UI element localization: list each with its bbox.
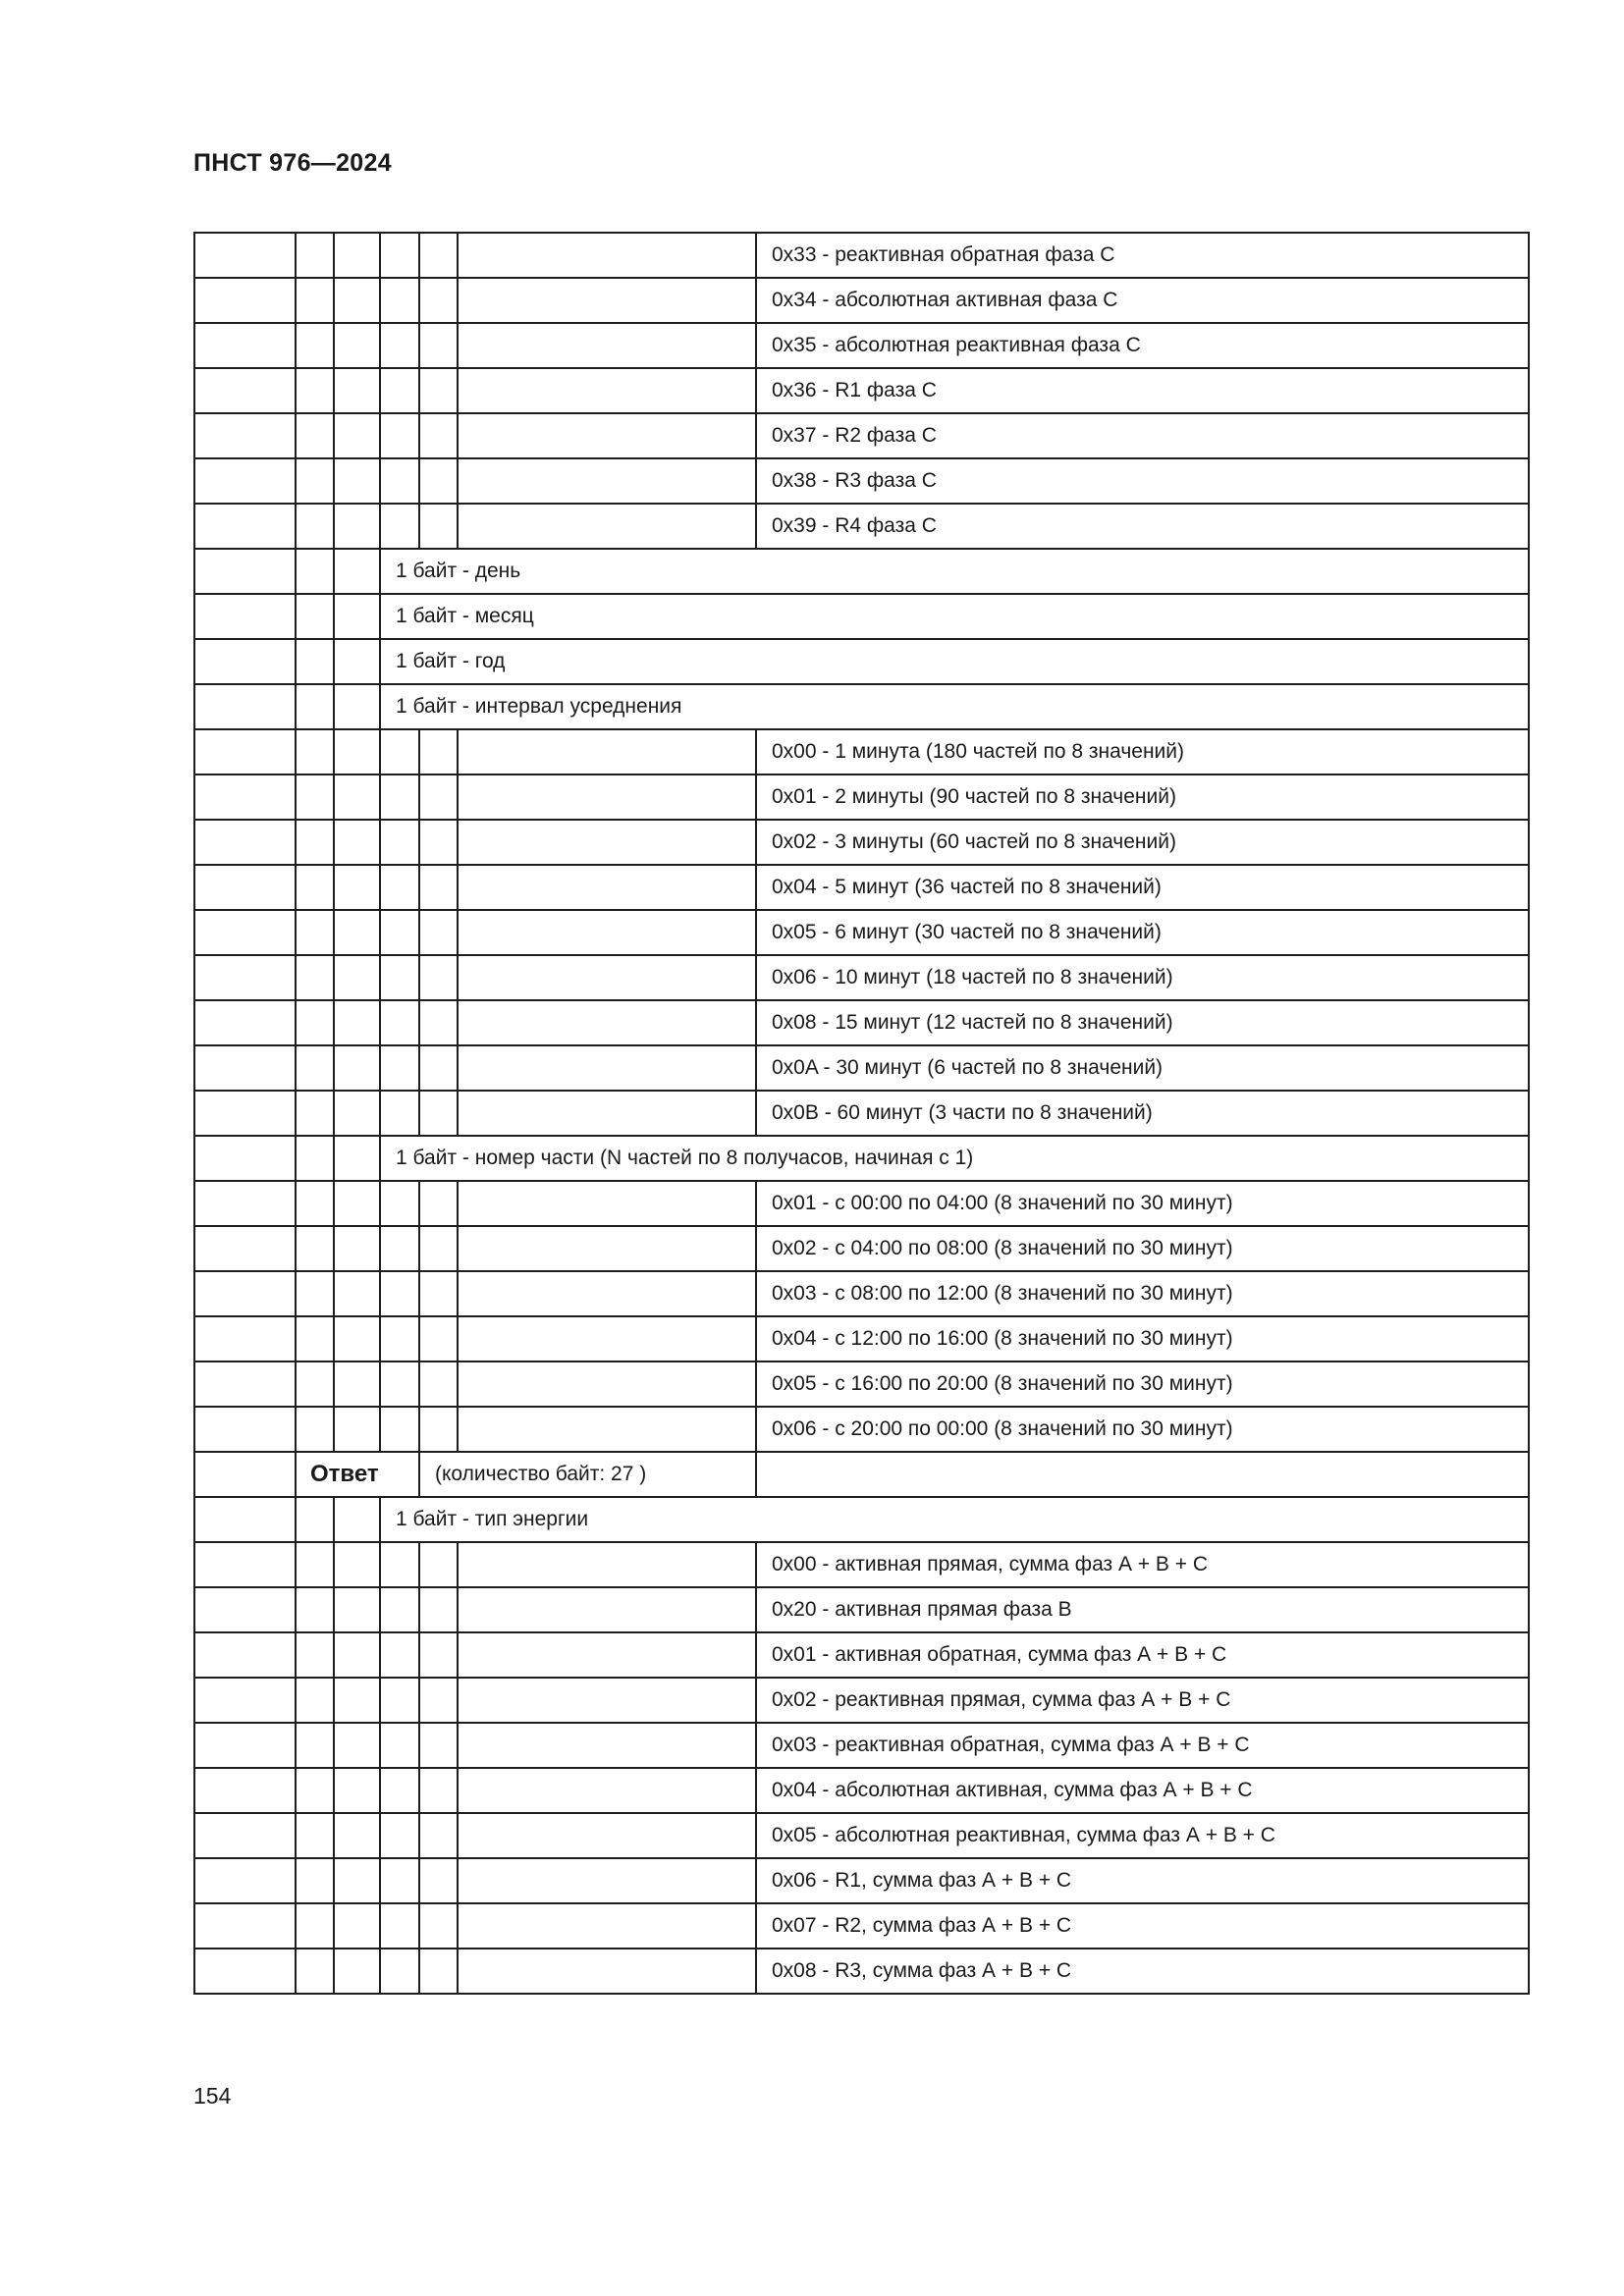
empty-cell bbox=[296, 1136, 334, 1181]
empty-cell bbox=[194, 1091, 296, 1136]
empty-cell bbox=[419, 1813, 458, 1858]
empty-cell bbox=[194, 1316, 296, 1362]
empty-cell bbox=[380, 1181, 419, 1226]
empty-cell bbox=[296, 1903, 334, 1949]
empty-cell bbox=[380, 1407, 419, 1452]
table-row bbox=[194, 1452, 1529, 1497]
empty-cell bbox=[380, 1316, 419, 1362]
empty-cell bbox=[296, 820, 334, 865]
option-value-cell: 0x20 - активная прямая фаза В bbox=[756, 1587, 1529, 1632]
empty-cell bbox=[334, 955, 380, 1000]
empty-cell bbox=[194, 1678, 296, 1723]
empty-cell bbox=[334, 1723, 380, 1768]
empty-cell bbox=[419, 1587, 458, 1632]
empty-cell bbox=[380, 1632, 419, 1678]
option-value-cell: 0x37 - R2 фаза С bbox=[756, 413, 1529, 458]
empty-cell bbox=[458, 1362, 756, 1407]
empty-cell bbox=[296, 549, 334, 594]
empty-cell bbox=[194, 549, 296, 594]
option-value-cell: 0x05 - 6 минут (30 частей по 8 значений) bbox=[756, 910, 1529, 955]
table-row bbox=[194, 1723, 1529, 1768]
option-value-cell: 0x33 - реактивная обратная фаза С bbox=[756, 233, 1529, 278]
empty-cell bbox=[296, 233, 334, 278]
empty-cell bbox=[296, 1316, 334, 1362]
empty-cell bbox=[380, 1813, 419, 1858]
empty-cell bbox=[334, 323, 380, 368]
empty-cell bbox=[194, 368, 296, 413]
empty-cell bbox=[334, 1768, 380, 1813]
empty-cell bbox=[334, 413, 380, 458]
empty-cell bbox=[419, 729, 458, 774]
empty-cell bbox=[419, 865, 458, 910]
table-row bbox=[194, 774, 1529, 820]
empty-cell bbox=[419, 323, 458, 368]
empty-cell bbox=[334, 1000, 380, 1045]
empty-cell bbox=[194, 910, 296, 955]
byte-count-cell: (количество байт: 27 ) bbox=[419, 1452, 756, 1497]
empty-cell bbox=[419, 910, 458, 955]
empty-cell bbox=[334, 1542, 380, 1587]
empty-cell bbox=[458, 413, 756, 458]
empty-cell bbox=[419, 278, 458, 323]
table-row bbox=[194, 368, 1529, 413]
empty-cell bbox=[458, 368, 756, 413]
empty-cell bbox=[458, 1723, 756, 1768]
empty-cell bbox=[194, 1000, 296, 1045]
table-row bbox=[194, 1091, 1529, 1136]
option-value-cell: 0x00 - 1 минута (180 частей по 8 значений) bbox=[756, 729, 1529, 774]
empty-cell bbox=[296, 1587, 334, 1632]
empty-cell bbox=[194, 1271, 296, 1316]
empty-cell bbox=[334, 1091, 380, 1136]
empty-cell bbox=[334, 1045, 380, 1091]
empty-cell bbox=[194, 955, 296, 1000]
option-value-cell: 0x0B - 60 минут (3 части по 8 значений) bbox=[756, 1091, 1529, 1136]
response-label-cell: Ответ bbox=[296, 1452, 419, 1497]
empty-cell bbox=[458, 910, 756, 955]
empty-cell bbox=[296, 1181, 334, 1226]
field-description-cell: 1 байт - тип энергии bbox=[380, 1497, 1529, 1542]
empty-cell bbox=[419, 1226, 458, 1271]
table-row bbox=[194, 1903, 1529, 1949]
table-row bbox=[194, 1362, 1529, 1407]
empty-cell bbox=[419, 1858, 458, 1903]
empty-cell bbox=[194, 594, 296, 639]
empty-cell bbox=[334, 684, 380, 729]
empty-cell bbox=[334, 1316, 380, 1362]
empty-cell bbox=[458, 729, 756, 774]
table-row bbox=[194, 820, 1529, 865]
option-value-cell: 0x34 - абсолютная активная фаза С bbox=[756, 278, 1529, 323]
empty-cell bbox=[296, 323, 334, 368]
empty-cell bbox=[419, 368, 458, 413]
empty-cell bbox=[458, 1271, 756, 1316]
empty-cell bbox=[458, 1181, 756, 1226]
empty-cell bbox=[296, 1632, 334, 1678]
empty-cell bbox=[458, 1587, 756, 1632]
empty-cell bbox=[296, 910, 334, 955]
empty-cell bbox=[296, 368, 334, 413]
table-row bbox=[194, 278, 1529, 323]
empty-cell bbox=[458, 1768, 756, 1813]
option-value-cell: 0x08 - R3, сумма фаз А + В + С bbox=[756, 1949, 1529, 1994]
empty-cell bbox=[380, 1000, 419, 1045]
empty-cell bbox=[334, 1587, 380, 1632]
empty-cell bbox=[458, 233, 756, 278]
empty-cell bbox=[380, 504, 419, 549]
empty-cell bbox=[296, 639, 334, 684]
empty-cell bbox=[419, 233, 458, 278]
empty-cell bbox=[419, 413, 458, 458]
empty-cell bbox=[194, 1903, 296, 1949]
empty-cell bbox=[334, 594, 380, 639]
empty-cell bbox=[194, 1452, 296, 1497]
empty-cell bbox=[380, 774, 419, 820]
empty-cell bbox=[194, 1226, 296, 1271]
empty-cell bbox=[419, 1362, 458, 1407]
option-value-cell: 0x02 - реактивная прямая, сумма фаз А + В + С bbox=[756, 1678, 1529, 1723]
empty-cell bbox=[296, 1407, 334, 1452]
option-value-cell: 0x02 - 3 минуты (60 частей по 8 значений) bbox=[756, 820, 1529, 865]
empty-cell bbox=[419, 1632, 458, 1678]
option-value-cell: 0x04 - абсолютная активная, сумма фаз А + В + С bbox=[756, 1768, 1529, 1813]
empty-cell bbox=[296, 278, 334, 323]
table-row bbox=[194, 955, 1529, 1000]
empty-cell bbox=[419, 1091, 458, 1136]
empty-cell bbox=[194, 639, 296, 684]
empty-cell bbox=[380, 323, 419, 368]
table-row bbox=[194, 729, 1529, 774]
option-value-cell: 0x39 - R4 фаза С bbox=[756, 504, 1529, 549]
empty-cell bbox=[296, 1723, 334, 1768]
empty-cell bbox=[194, 1181, 296, 1226]
empty-cell bbox=[194, 865, 296, 910]
table-row bbox=[194, 323, 1529, 368]
empty-cell bbox=[194, 1362, 296, 1407]
empty-cell bbox=[458, 1000, 756, 1045]
option-value-cell: 0x0A - 30 минут (6 частей по 8 значений) bbox=[756, 1045, 1529, 1091]
empty-cell bbox=[194, 774, 296, 820]
empty-cell bbox=[458, 1632, 756, 1678]
table-row bbox=[194, 594, 1529, 639]
option-value-cell: 0x03 - с 08:00 по 12:00 (8 значений по 30 минут) bbox=[756, 1271, 1529, 1316]
empty-cell bbox=[334, 1181, 380, 1226]
empty-cell bbox=[334, 1407, 380, 1452]
table-row bbox=[194, 1226, 1529, 1271]
empty-cell bbox=[380, 729, 419, 774]
empty-cell bbox=[380, 910, 419, 955]
option-value-cell: 0x06 - R1, сумма фаз А + В + С bbox=[756, 1858, 1529, 1903]
empty-cell bbox=[194, 1587, 296, 1632]
table-row bbox=[194, 1181, 1529, 1226]
option-value-cell: 0x07 - R2, сумма фаз А + В + С bbox=[756, 1903, 1529, 1949]
field-description-cell: 1 байт - месяц bbox=[380, 594, 1529, 639]
table-row bbox=[194, 1407, 1529, 1452]
empty-cell bbox=[380, 1362, 419, 1407]
empty-cell bbox=[419, 1723, 458, 1768]
empty-cell bbox=[419, 1316, 458, 1362]
empty-cell bbox=[380, 1858, 419, 1903]
empty-cell bbox=[419, 1045, 458, 1091]
empty-cell bbox=[419, 1181, 458, 1226]
empty-cell bbox=[296, 1949, 334, 1994]
empty-cell bbox=[334, 774, 380, 820]
empty-cell bbox=[194, 323, 296, 368]
empty-cell bbox=[334, 233, 380, 278]
empty-cell bbox=[458, 865, 756, 910]
option-value-cell: 0x36 - R1 фаза С bbox=[756, 368, 1529, 413]
empty-cell bbox=[380, 233, 419, 278]
empty-cell bbox=[458, 323, 756, 368]
empty-cell bbox=[296, 1813, 334, 1858]
table-row bbox=[194, 1000, 1529, 1045]
empty-cell bbox=[334, 1362, 380, 1407]
empty-cell bbox=[194, 729, 296, 774]
table-row bbox=[194, 1678, 1529, 1723]
empty-cell bbox=[380, 865, 419, 910]
table-row bbox=[194, 413, 1529, 458]
option-value-cell: 0x02 - с 04:00 по 08:00 (8 значений по 30 минут) bbox=[756, 1226, 1529, 1271]
table-row bbox=[194, 639, 1529, 684]
empty-cell bbox=[334, 549, 380, 594]
table-row bbox=[194, 1858, 1529, 1903]
document-header: ПНСТ 976—2024 bbox=[193, 149, 392, 177]
empty-cell bbox=[380, 1587, 419, 1632]
empty-cell bbox=[296, 1091, 334, 1136]
table-row bbox=[194, 1045, 1529, 1091]
empty-cell bbox=[334, 1497, 380, 1542]
empty-cell bbox=[458, 1091, 756, 1136]
empty-cell bbox=[419, 504, 458, 549]
empty-cell bbox=[380, 1271, 419, 1316]
empty-cell bbox=[380, 820, 419, 865]
empty-cell bbox=[194, 1497, 296, 1542]
empty-cell bbox=[334, 1226, 380, 1271]
empty-cell bbox=[458, 1903, 756, 1949]
option-value-cell: 0x04 - 5 минут (36 частей по 8 значений) bbox=[756, 865, 1529, 910]
empty-cell bbox=[419, 1949, 458, 1994]
field-description-cell: 1 байт - год bbox=[380, 639, 1529, 684]
empty-cell bbox=[458, 774, 756, 820]
empty-cell bbox=[194, 1858, 296, 1903]
empty-cell bbox=[419, 955, 458, 1000]
empty-cell bbox=[458, 1678, 756, 1723]
empty-cell bbox=[296, 729, 334, 774]
empty-cell bbox=[458, 1858, 756, 1903]
empty-cell bbox=[194, 278, 296, 323]
empty-cell bbox=[296, 865, 334, 910]
empty-cell bbox=[296, 684, 334, 729]
empty-cell bbox=[296, 1678, 334, 1723]
empty-cell bbox=[380, 1542, 419, 1587]
empty-cell bbox=[194, 1723, 296, 1768]
empty-cell bbox=[296, 1768, 334, 1813]
table-row bbox=[194, 1632, 1529, 1678]
empty-cell bbox=[194, 413, 296, 458]
empty-cell bbox=[334, 1678, 380, 1723]
empty-cell bbox=[194, 1768, 296, 1813]
option-value-cell: 0x38 - R3 фаза С bbox=[756, 458, 1529, 504]
option-value-cell: 0x35 - абсолютная реактивная фаза С bbox=[756, 323, 1529, 368]
empty-cell bbox=[194, 1542, 296, 1587]
empty-cell bbox=[296, 413, 334, 458]
empty-cell bbox=[419, 820, 458, 865]
empty-cell bbox=[194, 1045, 296, 1091]
empty-cell bbox=[334, 1813, 380, 1858]
field-description-cell: 1 байт - интервал усреднения bbox=[380, 684, 1529, 729]
empty-cell bbox=[334, 1903, 380, 1949]
table-row bbox=[194, 684, 1529, 729]
table-row bbox=[194, 910, 1529, 955]
page-number: 154 bbox=[193, 2083, 232, 2109]
empty-cell bbox=[334, 368, 380, 413]
empty-cell bbox=[296, 1362, 334, 1407]
empty-cell bbox=[296, 1000, 334, 1045]
table-row bbox=[194, 1136, 1529, 1181]
empty-cell bbox=[380, 413, 419, 458]
empty-cell bbox=[380, 1903, 419, 1949]
option-value-cell: 0x03 - реактивная обратная, сумма фаз А + В + С bbox=[756, 1723, 1529, 1768]
empty-cell bbox=[334, 639, 380, 684]
empty-cell bbox=[419, 1271, 458, 1316]
empty-cell bbox=[458, 1542, 756, 1587]
empty-cell bbox=[334, 458, 380, 504]
empty-cell bbox=[756, 1452, 1529, 1497]
table-row bbox=[194, 1271, 1529, 1316]
option-value-cell: 0x06 - с 20:00 по 00:00 (8 значений по 30 минут) bbox=[756, 1407, 1529, 1452]
table-row bbox=[194, 1497, 1529, 1542]
table-row bbox=[194, 233, 1529, 278]
empty-cell bbox=[419, 458, 458, 504]
empty-cell bbox=[419, 1000, 458, 1045]
table-row bbox=[194, 865, 1529, 910]
empty-cell bbox=[296, 955, 334, 1000]
empty-cell bbox=[334, 910, 380, 955]
empty-cell bbox=[296, 774, 334, 820]
spec-table bbox=[193, 232, 1530, 1995]
empty-cell bbox=[334, 278, 380, 323]
empty-cell bbox=[380, 1091, 419, 1136]
empty-cell bbox=[296, 504, 334, 549]
empty-cell bbox=[194, 233, 296, 278]
empty-cell bbox=[380, 278, 419, 323]
empty-cell bbox=[380, 458, 419, 504]
option-value-cell: 0x01 - с 00:00 по 04:00 (8 значений по 30 минут) bbox=[756, 1181, 1529, 1226]
option-value-cell: 0x08 - 15 минут (12 частей по 8 значений) bbox=[756, 1000, 1529, 1045]
empty-cell bbox=[194, 684, 296, 729]
empty-cell bbox=[334, 1858, 380, 1903]
empty-cell bbox=[458, 820, 756, 865]
empty-cell bbox=[296, 1542, 334, 1587]
field-description-cell: 1 байт - день bbox=[380, 549, 1529, 594]
empty-cell bbox=[458, 955, 756, 1000]
table-row bbox=[194, 1813, 1529, 1858]
empty-cell bbox=[458, 458, 756, 504]
empty-cell bbox=[296, 1497, 334, 1542]
empty-cell bbox=[458, 504, 756, 549]
table-row bbox=[194, 1542, 1529, 1587]
empty-cell bbox=[419, 1678, 458, 1723]
empty-cell bbox=[419, 774, 458, 820]
empty-cell bbox=[380, 1768, 419, 1813]
option-value-cell: 0x00 - активная прямая, сумма фаз А + В + С bbox=[756, 1542, 1529, 1587]
empty-cell bbox=[419, 1768, 458, 1813]
empty-cell bbox=[334, 729, 380, 774]
option-value-cell: 0x05 - абсолютная реактивная, сумма фаз А + В + С bbox=[756, 1813, 1529, 1858]
option-value-cell: 0x01 - 2 минуты (90 частей по 8 значений) bbox=[756, 774, 1529, 820]
empty-cell bbox=[296, 458, 334, 504]
empty-cell bbox=[194, 458, 296, 504]
empty-cell bbox=[380, 1045, 419, 1091]
empty-cell bbox=[334, 1632, 380, 1678]
empty-cell bbox=[296, 1226, 334, 1271]
empty-cell bbox=[194, 1949, 296, 1994]
empty-cell bbox=[296, 1045, 334, 1091]
empty-cell bbox=[458, 1045, 756, 1091]
empty-cell bbox=[380, 955, 419, 1000]
empty-cell bbox=[296, 594, 334, 639]
empty-cell bbox=[194, 1407, 296, 1452]
table-row bbox=[194, 1949, 1529, 1994]
option-value-cell: 0x01 - активная обратная, сумма фаз А + В + С bbox=[756, 1632, 1529, 1678]
empty-cell bbox=[458, 278, 756, 323]
table-row bbox=[194, 458, 1529, 504]
empty-cell bbox=[334, 820, 380, 865]
empty-cell bbox=[334, 1136, 380, 1181]
empty-cell bbox=[458, 1813, 756, 1858]
empty-cell bbox=[334, 1949, 380, 1994]
table-row bbox=[194, 1316, 1529, 1362]
empty-cell bbox=[458, 1226, 756, 1271]
empty-cell bbox=[194, 1632, 296, 1678]
field-description-cell: 1 байт - номер части (N частей по 8 получасов, начиная с 1) bbox=[380, 1136, 1529, 1181]
empty-cell bbox=[458, 1316, 756, 1362]
spec-table-body bbox=[194, 233, 1529, 1994]
empty-cell bbox=[194, 820, 296, 865]
empty-cell bbox=[380, 1723, 419, 1768]
empty-cell bbox=[296, 1858, 334, 1903]
empty-cell bbox=[419, 1903, 458, 1949]
empty-cell bbox=[194, 504, 296, 549]
option-value-cell: 0x06 - 10 минут (18 частей по 8 значений) bbox=[756, 955, 1529, 1000]
option-value-cell: 0x05 - с 16:00 по 20:00 (8 значений по 30 минут) bbox=[756, 1362, 1529, 1407]
table-row bbox=[194, 504, 1529, 549]
table-row bbox=[194, 1587, 1529, 1632]
option-value-cell: 0x04 - с 12:00 по 16:00 (8 значений по 30 минут) bbox=[756, 1316, 1529, 1362]
empty-cell bbox=[380, 368, 419, 413]
empty-cell bbox=[458, 1949, 756, 1994]
empty-cell bbox=[380, 1678, 419, 1723]
empty-cell bbox=[419, 1407, 458, 1452]
empty-cell bbox=[334, 1271, 380, 1316]
empty-cell bbox=[194, 1136, 296, 1181]
empty-cell bbox=[334, 865, 380, 910]
empty-cell bbox=[380, 1226, 419, 1271]
empty-cell bbox=[380, 1949, 419, 1994]
empty-cell bbox=[419, 1542, 458, 1587]
empty-cell bbox=[296, 1271, 334, 1316]
table-row bbox=[194, 549, 1529, 594]
empty-cell bbox=[458, 1407, 756, 1452]
table-row bbox=[194, 1768, 1529, 1813]
empty-cell bbox=[334, 504, 380, 549]
empty-cell bbox=[194, 1813, 296, 1858]
